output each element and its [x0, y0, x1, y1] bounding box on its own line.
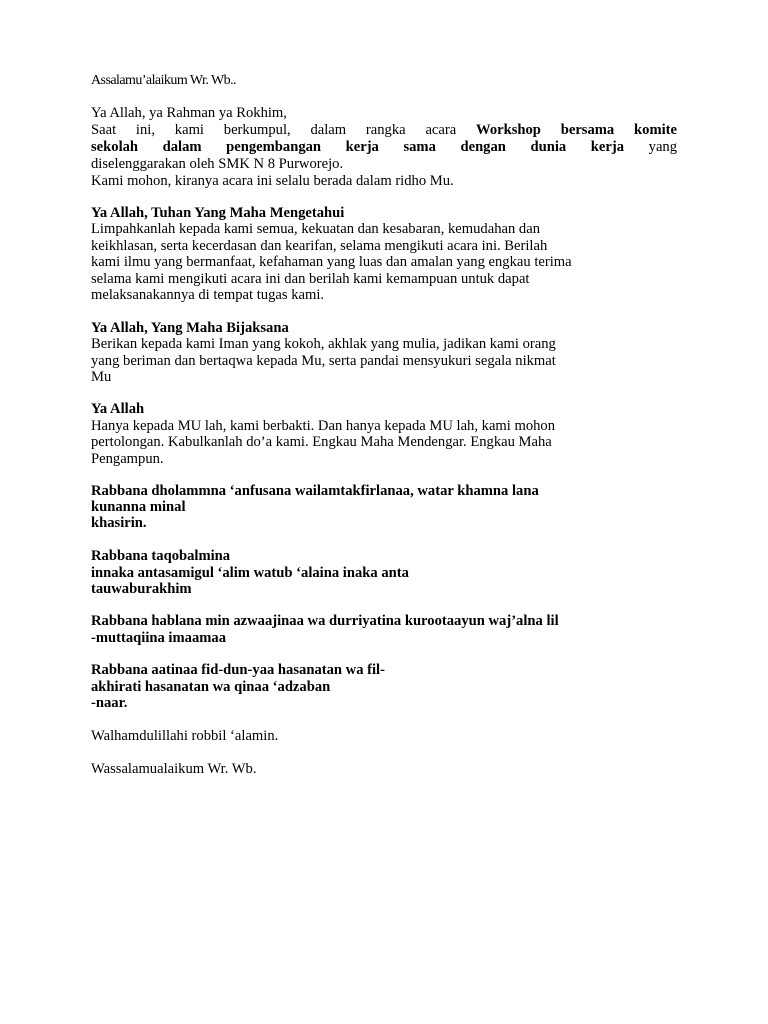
prayer4-line: akhirati hasanatan wa qinaa ‘adzaban — [91, 679, 331, 695]
section3-line: Hanya kepada MU lah, kami berbakti. Dan hanya kepada MU lah, kami mohon — [91, 418, 556, 434]
intro-line-3-text: yang — [648, 139, 678, 155]
intro-line-3-bold: sekolah dalam pengembangan kerja sama dengan dunia kerja — [91, 139, 625, 155]
section1-line: melaksanakannya di tempat tugas kami. — [91, 287, 325, 303]
prayer1-line: kunanna minal — [91, 499, 186, 515]
section2-line: Mu — [91, 369, 112, 385]
section1-heading: Ya Allah, Tuhan Yang Maha Mengetahui — [91, 205, 345, 221]
intro-line-4: diselenggarakan oleh SMK N 8 Purworejo. — [91, 156, 344, 172]
section1-line: keikhlasan, serta kecerdasan dan kearifan, selama mengikuti acara ini. Berilah — [91, 238, 548, 254]
section2-line: yang beriman dan bertaqwa kepada Mu, serta pandai mensyukuri segala nikmat — [91, 353, 556, 369]
prayer2-line: Rabbana taqobalmina — [91, 548, 231, 564]
intro-line-5: Kami mohon, kiranya acara ini selalu berada dalam ridho Mu. — [91, 173, 454, 189]
prayer4-line: Rabbana aatinaa fid-dun-yaa hasanatan wa fil- — [91, 662, 385, 678]
section1-line: kami ilmu yang bermanfaat, kefahaman yang luas dan amalan yang engkau terima — [91, 254, 572, 270]
closing-salam: Wassalamualaikum Wr. Wb. — [91, 761, 257, 777]
intro-line-2-bold: Workshop bersama komite — [476, 122, 677, 138]
intro-line-2-text: Saat ini, kami berkumpul, dalam rangka acara — [91, 122, 457, 138]
prayer1-line: Rabbana dholammna ‘anfusana wailamtakfirlanaa, watar khamna lana — [91, 483, 539, 499]
section1-line: selama kami mengikuti acara ini dan berilah kami kemampuan untuk dapat — [91, 271, 530, 287]
intro-line-2 — [91, 122, 677, 139]
opening-greeting: Assalamu’alaikum Wr. Wb.. — [91, 73, 236, 88]
section3-line: pertolongan. Kabulkanlah do’a kami. Engkau Maha Mendengar. Engkau Maha — [91, 434, 552, 450]
section3-line: Pengampun. — [91, 451, 164, 467]
section3-heading: Ya Allah — [91, 401, 145, 417]
section1-line: Limpahkanlah kepada kami semua, kekuatan dan kesabaran, kemudahan dan — [91, 221, 540, 237]
prayer3-line: -muttaqiina imaamaa — [91, 630, 226, 646]
prayer1-line: khasirin. — [91, 515, 147, 531]
section2-heading: Ya Allah, Yang Maha Bijaksana — [91, 320, 289, 336]
prayer3-line: Rabbana hablana min azwaajinaa wa durriyatina kurootaayun waj’alna lil — [91, 613, 559, 629]
intro-line-1: Ya Allah, ya Rahman ya Rokhim, — [91, 105, 287, 121]
prayer4-line: -naar. — [91, 695, 128, 711]
prayer2-line: tauwaburakhim — [91, 581, 192, 597]
closing-hamdalah: Walhamdulillahi robbil ‘alamin. — [91, 728, 279, 744]
section2-line: Berikan kepada kami Iman yang kokoh, akhlak yang mulia, jadikan kami orang — [91, 336, 556, 352]
prayer2-line: innaka antasamigul ‘alim watub ‘alaina inaka anta — [91, 565, 409, 581]
intro-line-3 — [91, 139, 677, 156]
